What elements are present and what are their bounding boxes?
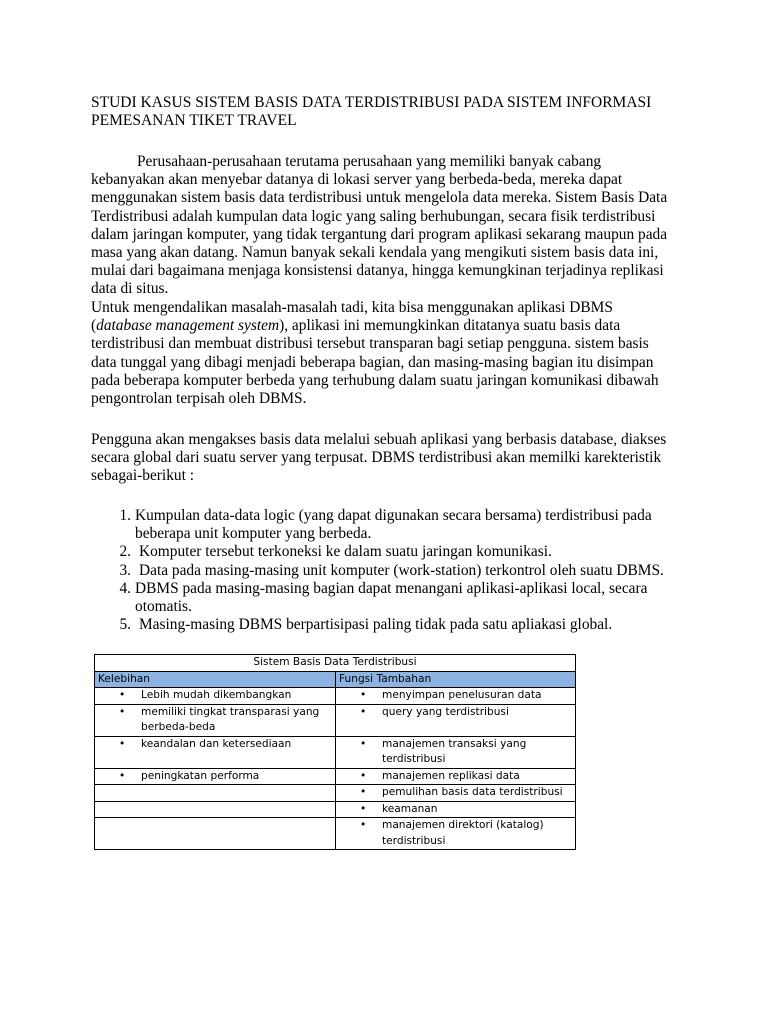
list-number: 1. (119, 507, 131, 524)
table-cell-left (95, 768, 336, 785)
table-row (95, 704, 576, 736)
bullet-text: • memiliki tingkat transparasi yang berbeda-beda (98, 705, 332, 736)
list-text: Data pada masing-masing unit komputer (work-station) terkontrol oleh suatu DBMS. (139, 561, 664, 579)
bullet-text: • peningkatan performa (98, 769, 332, 785)
title-line-1: STUDI KASUS SISTEM BASIS DATA TERDISTRIBUSI PADA SISTEM INFORMASI (91, 94, 652, 111)
list-item (91, 507, 671, 543)
table-cell-right (336, 704, 576, 736)
bullet-text (98, 785, 332, 800)
table-cell-right (336, 768, 576, 785)
bullet-text: • keandalan dan ketersediaan (98, 737, 332, 753)
table-cell-right (336, 688, 576, 705)
table-cell-right (336, 736, 576, 768)
list-item (91, 543, 671, 561)
table-row (95, 801, 576, 818)
table-cell-left (95, 704, 336, 736)
paragraph-dbms (91, 299, 671, 408)
list-item (91, 616, 671, 634)
list-number: 4. (119, 579, 131, 597)
table-row (95, 818, 576, 850)
paragraph-dbms-part1: Untuk mengendalikan masalah-masalah tadi, kita bisa menggunakan aplikasi DBMS ( (91, 299, 613, 335)
bullet-text: • keamanan (339, 802, 572, 818)
table-cell-left (95, 736, 336, 768)
list-item (91, 580, 671, 616)
table-cell-left (95, 818, 336, 850)
paragraph-access: Pengguna akan mengakses basis data melalui sebuah aplikasi yang berbasis database, diakses secara global dari suatu server yang terpusat. DBMS terdistribusi akan memilki karekteristik sebagai-berikut : (91, 431, 667, 485)
table-row (95, 768, 576, 785)
bullet-text: • manajemen replikasi data (339, 769, 572, 785)
table-row (95, 736, 576, 768)
bullet-text: • manajemen direktori (katalog) terdistribusi (339, 818, 572, 849)
header-kelebihan: Kelebihan (95, 671, 336, 688)
table-row (95, 688, 576, 705)
paragraph-intro: Perusahaan-perusahaan terutama perusahaan yang memiliki banyak cabang kebanyakan akan menyebar datanya di lokasi server yang berbeda-beda, mereka dapat menggunakan sistem basis data terdistribusi untuk mengelola data mereka. Sistem Basis Data Terdistribusi adalah kumpulan data logic yang saling berhubungan, secara fisik terdistribusi dalam jaringan komputer, yang tidak tergantung dari program aplikasi sekarang maupun pada masa yang akan datang. Namun banyak sekali kendala yang mengikuti sistem basis data ini, mulai dari bagaimana menjaga konsistensi datanya, hingga kemungkinan terjadinya replikasi data di situs. (91, 153, 668, 298)
table-cell-left (95, 801, 336, 818)
list-text: Komputer tersebut terkoneksi ke dalam suatu jaringan komunikasi. (139, 543, 552, 561)
list-number: 5. (119, 616, 131, 634)
list-text: Masing-masing DBMS berpartisipasi paling tidak pada satu apliakasi global. (139, 616, 613, 634)
bullet-text: • query yang terdistribusi (339, 705, 572, 721)
bullet-text (98, 802, 332, 817)
bullet-text (98, 818, 332, 833)
bullet-text: • pemulihan basis data terdistribusi (339, 785, 572, 801)
list-item (91, 562, 671, 580)
table-cell-right (336, 801, 576, 818)
list-number: 2. (119, 543, 131, 561)
list-text: DBMS pada masing-masing bagian dapat menangani aplikasi-aplikasi local, secara otomatis. (135, 579, 648, 616)
table-cell-left (95, 688, 336, 705)
table-cell-right (336, 785, 576, 802)
characteristics-list (91, 507, 671, 634)
paragraph-dbms-italic: database management system (96, 317, 280, 335)
table-cell-left (95, 785, 336, 802)
bullet-text: • Lebih mudah dikembangkan (98, 688, 332, 704)
comparison-table (94, 654, 576, 850)
title-line-2: PEMESANAN TIKET TRAVEL (91, 112, 297, 129)
header-fungsi-tambahan: Fungsi Tambahan (336, 671, 576, 688)
table-header-row (95, 671, 576, 688)
paragraph-dbms-part2: ), aplikasi ini memungkinkan ditatanya suatu basis data terdistribusi dan membuat distribusi tersebut transparan bagi setiap pengguna. sistem basis data tunggal yang dibagi menjadi beberapa bagian, dan masing-masing bagian itu disimpan pada beberapa komputer berbeda yang terhubung dalam suatu jaringan komunikasi dibawah pengontrolan terpisah oleh DBMS. (91, 317, 659, 408)
table-row (95, 785, 576, 802)
bullet-text: • menyimpan penelusuran data (339, 688, 572, 704)
document-title (91, 94, 691, 130)
table-caption: Sistem Basis Data Terdistribusi (95, 655, 576, 672)
list-text: Kumpulan data-data logic (yang dapat digunakan secara bersama) terdistribusi pada beberapa unit komputer yang berbeda. (135, 507, 652, 543)
list-number: 3. (119, 561, 131, 579)
table-cell-right (336, 818, 576, 850)
bullet-text: • manajemen transaksi yang terdistribusi (339, 737, 572, 768)
